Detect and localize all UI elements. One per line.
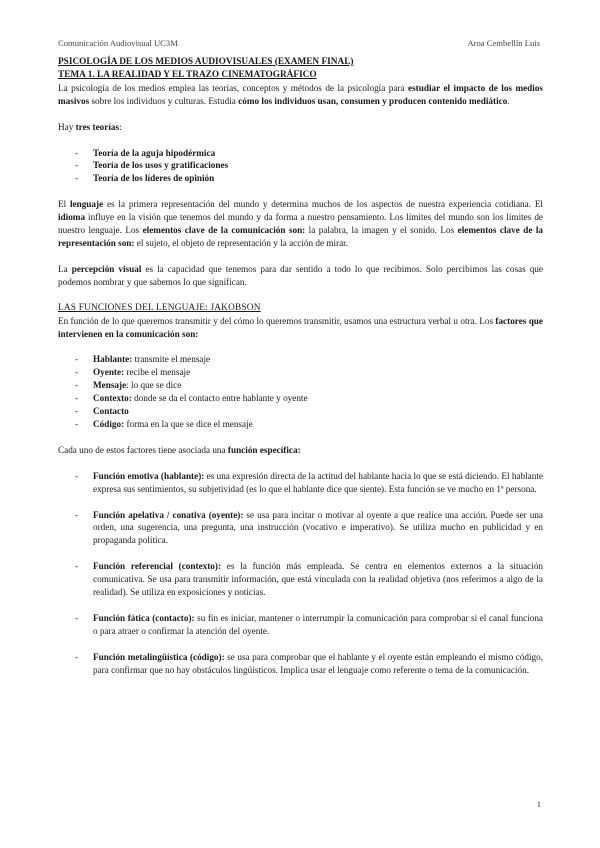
theories-list [58, 147, 543, 186]
list-item: - Función apelativa / conativa (oyente): se usa para incitar o motivar al oyente a que realice una acción. Puede ser una orden, una sugerencia, una pregunta, una instrucción (vocativo e imperativo). Se utiliza mucho en publicidad y en propaganda política. [58, 509, 543, 548]
perception-paragraph: La percepción visual es la capacidad que tenemos para dar sentido a todo lo que recibimos. Solo percibimos las cosas que podemos nombrar y que sabemos lo que significan. [58, 263, 543, 287]
functions-lead: Cada uno de estos factores tiene asociada una función específica: [58, 444, 301, 455]
list-item: - Hablante: transmite el mensaje [58, 353, 543, 366]
list-item: - Teoría de la aguja hipodérmica [58, 147, 543, 160]
header-author: Aroa Cembellín Luis [467, 38, 540, 48]
list-item: - Función emotiva (hablante): es una expresión directa de la actitud del hablante hacia lo que se está diciendo. El hablante expresa sus sentimientos, su subjetividad (es lo que el hablante dice que siente). Esta función se ve mucho en 1ª persona. [58, 470, 543, 496]
factors-list [58, 353, 543, 430]
page-body [58, 56, 543, 677]
list-item: - Contacto [58, 405, 543, 418]
intro-paragraph: La psicología de los medios emplea las teorías, conceptos y métodos de la psicología para estudiar el impacto de los medios masivos sobre los individuos y culturas. Estudia cómo los individuos usan, consumen y producen contenido mediático. [58, 82, 544, 106]
theories-lead: Hay tres teorías: [58, 121, 122, 132]
list-item: - Contexto: donde se da el contacto entre hablante y oyente [58, 392, 543, 405]
functions-list [58, 470, 543, 677]
section-heading-topic1: TEMA 1. LA REALIDAD Y EL TRAZO CINEMATOGRÁFICO [58, 69, 317, 80]
list-item: - Oyente: recibe el mensaje [58, 366, 543, 379]
page-number: 1 [536, 799, 541, 809]
list-item: - Función referencial (contexto): es la función más empleada. Se centra en elementos externos a la situación comunicativa. Se usa para transmitir información, que está vinculada con la realidad objetiva (nos referimos a algo de la realidad). Se utiliza en exposiciones y noticias. [58, 560, 543, 599]
list-item: - Mensaje: lo que se dice [58, 379, 543, 392]
document-title: PSICOLOGÍA DE LOS MEDIOS AUDIOVISUALES (EXAMEN FINAL) [58, 57, 354, 67]
section-heading-jakobson: LAS FUNCIONES DEL LENGUAJE: JAKOBSON [58, 302, 261, 313]
list-item: - Código: forma en la que se dice el mensaje [58, 418, 543, 431]
header-course: Comunicación Audiovisual UC3M [58, 38, 178, 48]
list-item: - Teoría de los usos y gratificaciones [58, 159, 543, 172]
list-item: - Teoría de los líderes de opinión [58, 172, 543, 185]
jakobson-intro: En función de lo que queremos transmitir y del cómo lo queremos transmitir, usamos una estructura verbal u otra. Los factores que intervienen en la comunicación son: [58, 315, 543, 339]
list-item: - Función fática (contacto): su fin es iniciar, mantener o interrumpir la comunicación para comprobar si el canal funciona o para atraer o confirmar la atención del oyente. [58, 612, 543, 638]
list-item: - Función metalingüística (código): se usa para comprobar que el hablante y el oyente están empleando el mismo código, para confirmar que no hay obstáculos lingüísticos. Implica usar el lenguaje como referente o tema de la comunicación. [58, 651, 543, 677]
language-paragraph: El lenguaje es la primera representación del mundo y determina muchos de los aspectos de nuestra experiencia cotidiana. El idioma influye en la visión que tenemos del mundo y da forma a nuestro pensamiento. Los límites del mundo son los límites de nuestro lenguaje. Los elementos clave de la comunicación son: la palabra, la imagen y el sonido. Los elementos clave de la representación son: el sujeto, el objeto de representación y la acción de mirar. [58, 199, 543, 248]
